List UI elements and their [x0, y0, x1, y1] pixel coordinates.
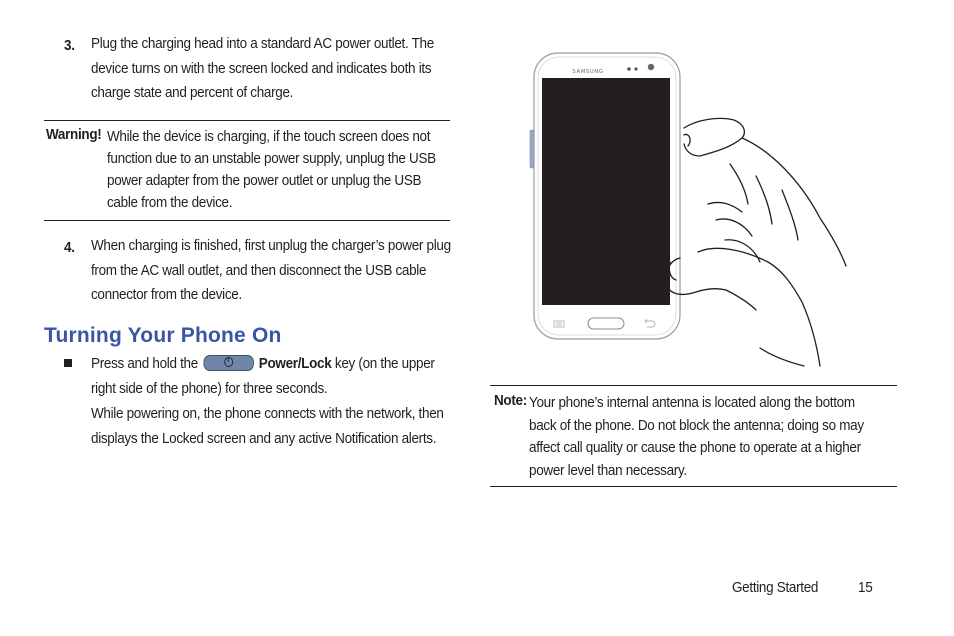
- note-bottom-rule: [490, 486, 897, 487]
- power-key-icon: [203, 355, 253, 371]
- step-text: When charging is finished, first unplug the charger’s power plug from the AC wall outlet, and then disconnect the USB cable connector from the device.: [91, 237, 451, 303]
- phone-screen: [542, 78, 670, 305]
- page-number: 15: [858, 579, 873, 596]
- step-number: 3.: [64, 37, 75, 54]
- footer-section-title: Getting Started: [732, 579, 819, 596]
- bullet-square-icon: [64, 359, 72, 367]
- phone-hand-illustration: [520, 40, 860, 380]
- warning-top-rule: [44, 120, 450, 121]
- warning-text: While the device is charging, if the touch screen does not function due to an unstable power supply, unplug the USB power adapter from the power outlet or unplug the USB cable from the device.: [107, 128, 436, 211]
- warning-label: Warning!: [46, 126, 102, 143]
- section-heading: Turning Your Phone On: [44, 324, 282, 347]
- note-label: Note:: [494, 392, 527, 409]
- warning-bottom-rule: [44, 220, 450, 221]
- followup-paragraph: While powering on, the phone connects with the network, then displays the Locked screen and any active Notification alerts.: [91, 405, 444, 447]
- step-text: Plug the charging head into a standard AC power outlet. The device turns on with the screen locked and indicates both its charge state and percent of charge.: [91, 35, 434, 101]
- brand-logo: SAMSUNG: [572, 69, 604, 75]
- note-text: Your phone’s internal antenna is located along the bottom back of the phone. Do not block the antenna; doing so may affect call quality or cause the phone to operate at a higher power level than necessary.: [529, 394, 864, 479]
- home-key-icon: [588, 318, 624, 329]
- bullet-text-post: key (on the upper right side of the phone) for three seconds.: [91, 355, 435, 397]
- bullet-paragraph: [91, 352, 451, 401]
- volume-key: [530, 130, 534, 168]
- step-number: 4.: [64, 239, 75, 256]
- key-name: Power/Lock: [258, 355, 332, 372]
- note-top-rule: [490, 385, 897, 386]
- bullet-text-pre: Press and hold the: [91, 355, 198, 372]
- hand-outline: [666, 118, 846, 366]
